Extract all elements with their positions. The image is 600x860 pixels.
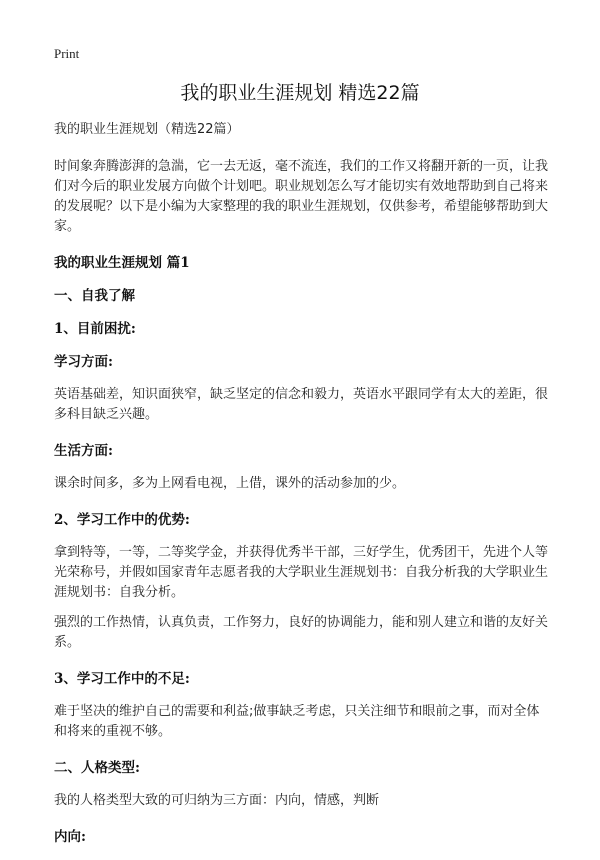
label-life: 生活方面: — [54, 443, 113, 459]
print-link[interactable]: Print — [54, 46, 80, 61]
label-study: 学习方面: — [54, 354, 113, 370]
personality-paragraph: 我的人格类型大致的可归纳为三方面：内向，情感，判断 — [54, 793, 380, 808]
part-heading-self-understanding: 一、自我了解 — [54, 288, 135, 304]
section-heading: 我的职业生涯规划 篇1 — [54, 255, 190, 271]
study-paragraph: 英语基础差，知识面狭窄，缺乏坚定的信念和毅力，英语水平跟同学有太大的差距，很多科目缺乏兴趣。 — [54, 387, 549, 422]
subheading-advantages: 2、学习工作中的优势: — [54, 512, 190, 528]
intro-paragraph: 时间象奔腾澎湃的急湍，它一去无返，毫不流连，我们的工作又将翻开新的一页，让我们对今后的职业发展方向做个计划吧。职业规划怎么写才能切实有效地帮助到自己将来的发展呢？以下是小编为大家整理的我的职业生涯规划，仅供参考，希望能够帮助到大家。 — [54, 159, 549, 234]
part-heading-personality: 二、人格类型: — [54, 760, 140, 776]
page-title: 我的职业生涯规划 精选22篇 — [180, 82, 420, 104]
life-paragraph: 课余时间多，多为上网看电视，上借，课外的活动参加的少。 — [54, 476, 406, 491]
subheading-current-troubles: 1、目前困扰: — [54, 321, 136, 337]
advantages-paragraph-2: 强烈的工作热情，认真负责，工作努力，良好的协调能力，能和别人建立和谐的友好关系。 — [54, 615, 549, 650]
advantages-paragraph-1: 拿到特等，一等，二等奖学金，并获得优秀半干部，三好学生，优秀团干，先进个人等光荣称号，并假如国家青年志愿者我的大学职业生涯规划书：自我分析我的大学职业生涯规划书：自我分析。 — [54, 545, 549, 600]
label-introvert: 内向: — [54, 829, 86, 845]
document-subtitle: 我的职业生涯规划（精选22篇） — [54, 122, 240, 137]
subheading-weaknesses: 3、学习工作中的不足: — [54, 671, 190, 687]
document-body — [54, 120, 550, 860]
weaknesses-paragraph: 难于坚决的维护自己的需要和利益;做事缺乏考虑，只关注细节和眼前之事，而对全体和将来的重视不够。 — [54, 704, 540, 739]
